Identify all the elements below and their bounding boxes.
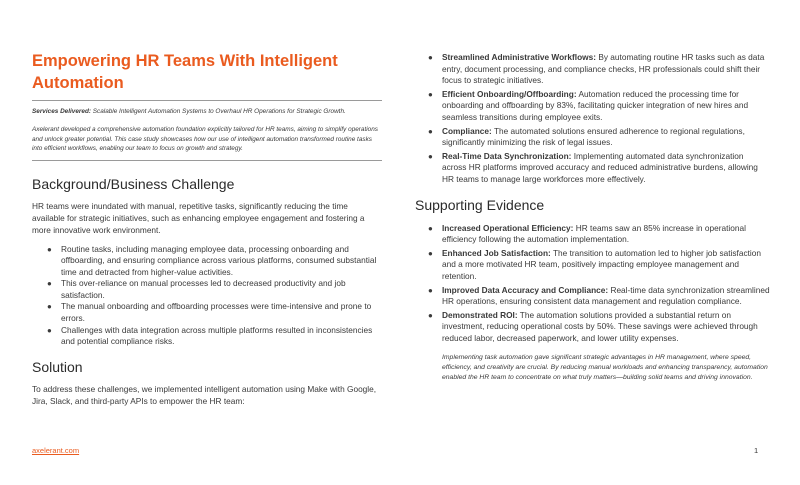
evidence-heading: Supporting Evidence	[415, 196, 545, 213]
services-text: Scalable Intelligent Automation Systems to Overhaul HR Operations for Strategic Growth.	[92, 108, 346, 115]
list-item: ● The manual onboarding and offboarding processes were time-intensive and prone to errors.	[47, 301, 372, 324]
services-delivered	[32, 107, 382, 116]
services-label: Services Delivered:	[32, 108, 91, 115]
footer-link[interactable]: axelerant.com	[32, 446, 80, 455]
list-item: ● Compliance: The automated solutions ensured adherence to regional regulations, significantly minimizing the risk of legal issues.	[428, 125, 745, 148]
list-item: ● Real-Time Data Synchronization: Implementing automated data synchronization across HR platforms improved accuracy and reduced administrative burdens, allowing HR teams to manage large workforces more effectively.	[428, 150, 758, 184]
solution-list	[428, 52, 770, 186]
background-heading: Background/Business Challenge	[32, 175, 235, 192]
list-item: ● Enhanced Job Satisfaction: The transition to automation led to higher job satisfaction and a more motivated HR team, positively impacting employee management and retention.	[428, 247, 761, 281]
list-item: ● Efficient Onboarding/Offboarding: Automation reduced the processing time for onboarding and offboarding by 83%, facilitating quicker integration of new hires and seamless transitions during employee exits.	[428, 88, 749, 122]
list-item: ● Challenges with data integration across multiple platforms resulted in inconsistencies and potential compliance risks.	[47, 324, 373, 347]
right-column	[415, 52, 770, 383]
background-paragraph: HR teams were inundated with manual, repetitive tasks, significantly reducing the time available for strategic initiatives, such as enhancing employee engagement and fostering a more innovative work environment.	[32, 200, 365, 235]
intro-paragraph: Axelerant developed a comprehensive automation foundation explicitly tailored for HR teams, aiming to simplify operations and unlock greater potential. This case study showcases how our use of intelligent automation transformed routine tasks into efficient workflows, enabling our team to focus on growth and strategy.	[32, 126, 378, 152]
solution-paragraph: To address these challenges, we implemented intelligent automation using Make with Google, Jira, Slack, and third-party APIs to empower the HR team:	[32, 383, 377, 406]
divider	[32, 100, 382, 101]
list-item: ● Streamlined Administrative Workflows: By automating routine HR tasks such as data entry, document processing, and compliance checks, HR professionals could shift their focus to strategic initiatives.	[428, 52, 765, 86]
list-item: ● Increased Operational Efficiency: HR teams saw an 85% increase in operational efficiency following the automation implementation.	[428, 222, 746, 245]
list-item: ● Demonstrated ROI: The automation solutions provided a substantial return on investment, reducing operational costs by 50%. These savings were achieved through reduced labor, decreased paperwork, and lower utility expenses.	[428, 309, 758, 343]
closing-paragraph: Implementing task automation gave significant strategic advantages in HR management, where speed, efficiency, and creativity are crucial. By reducing manual workloads and enhancing transparency, automation enabled the HR team to concentrate on what truly matters—building solid teams and driving innovation.	[442, 354, 768, 382]
page-number: 1	[754, 446, 759, 455]
list-item: ● Routine tasks, including managing employee data, processing onboarding and offboarding, and ensuring compliance across various platforms, consumed substantial time and detracted from higher-value activities.	[47, 243, 377, 277]
evidence-list	[428, 222, 770, 345]
list-item: ● Improved Data Accuracy and Compliance: Real-time data synchronization streamlined HR operations, ensuring consistent data management and regulation compliance.	[428, 284, 770, 307]
background-list	[47, 243, 382, 348]
divider	[32, 160, 382, 161]
left-column	[32, 50, 382, 407]
page-title: Empowering HR Teams With Intelligent Automation	[32, 52, 338, 92]
list-item: ● This over-reliance on manual processes led to decreased productivity and job satisfaction.	[47, 278, 346, 300]
solution-heading: Solution	[32, 358, 83, 375]
